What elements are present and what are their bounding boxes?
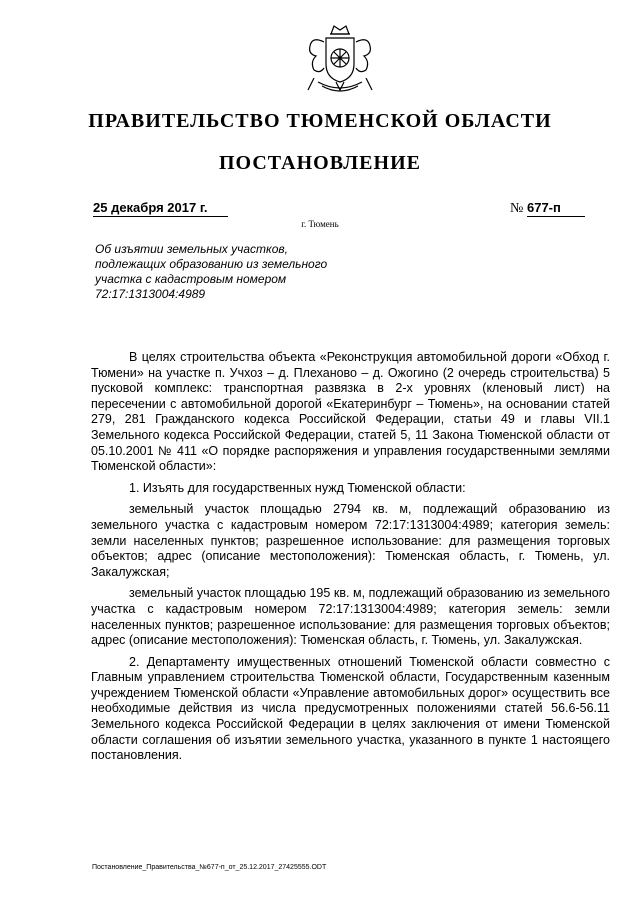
- preamble-paragraph: В целях строительства объекта «Реконструкция автомобильной дороги «Обход г. Тюмени» на участке п. Учхоз – д. Плеханово – д. Ожогино (2 очередь строительства) 5 пусковой комплекс: транспортная развязка в 2-х уровнях (кленовый лист) на пересечении с автомобильной дорогой «Екатеринбург – Тюмень», на основании статей 279, 281 Гражданского кодекса Российской Федерации, статьи 49 и главы VII.1 Земельного кодекса Российской Федерации, статей 5, 11 Закона Тюменской области от 05.10.2001 № 411 «О порядке распоряжения и управления государственными землями Тюменской области»:: [91, 350, 610, 474]
- item-1-plot-1-paragraph: земельный участок площадью 2794 кв. м, подлежащий образованию из земельного участка с кадастровым номером 72:17:1313004:4989; категория земель: земли населенных пунктов; разрешенное использование: для размещения торговых объектов; адрес (описание местоположения): Тюменская область, г. Тюмень, ул. Закалужская;: [91, 502, 610, 579]
- government-title: ПРАВИТЕЛЬСТВО ТЮМЕНСКОЙ ОБЛАСТИ: [88, 110, 552, 132]
- document-date: 25 декабря 2017 г.: [93, 200, 228, 217]
- item-1-paragraph: 1. Изъять для государственных нужд Тюменской области:: [129, 480, 466, 495]
- footer-filename: Постановление_Правительства_№677-п_от_25.12.2017_27425555.ODT: [92, 864, 327, 871]
- coat-of-arms-emblem-icon: [296, 20, 384, 98]
- city-label: г. Тюмень: [301, 219, 339, 229]
- document-number-block: [510, 200, 585, 217]
- document-type: ПОСТАНОВЛЕНИЕ: [219, 152, 421, 174]
- number-sign: №: [510, 201, 524, 216]
- item-1-plot-2-paragraph: земельный участок площадью 195 кв. м, подлежащий образованию из земельного участка с кадастровым номером 72:17:1313004:4989; категория земель: земли населенных пунктов; разрешенное использование: для размещения торговых объектов; адрес (описание местоположения): Тюменская область, г. Тюмень, ул. Закалужская.: [91, 586, 610, 648]
- document-body: [91, 350, 610, 770]
- document-number: 677-п: [527, 200, 585, 217]
- document-subject: Об изъятии земельных участков, подлежащих образованию из земельного участка с кадастровым номером 72:17:1313004:4989: [95, 242, 328, 301]
- item-2-paragraph: 2. Департаменту имущественных отношений Тюменской области совместно с Главным управлением строительства Тюменской области, Государственным казенным учреждением Тюменской области «Управление автомобильных дорог» осуществить все необходимые действия из числа предусмотренных положениями статей 56.6-56.11 Земельного кодекса Российской Федерации в целях заключения от имени Тюменской области соглашения об изъятии земельного участка, указанного в пункте 1 настоящего постановления.: [91, 654, 610, 763]
